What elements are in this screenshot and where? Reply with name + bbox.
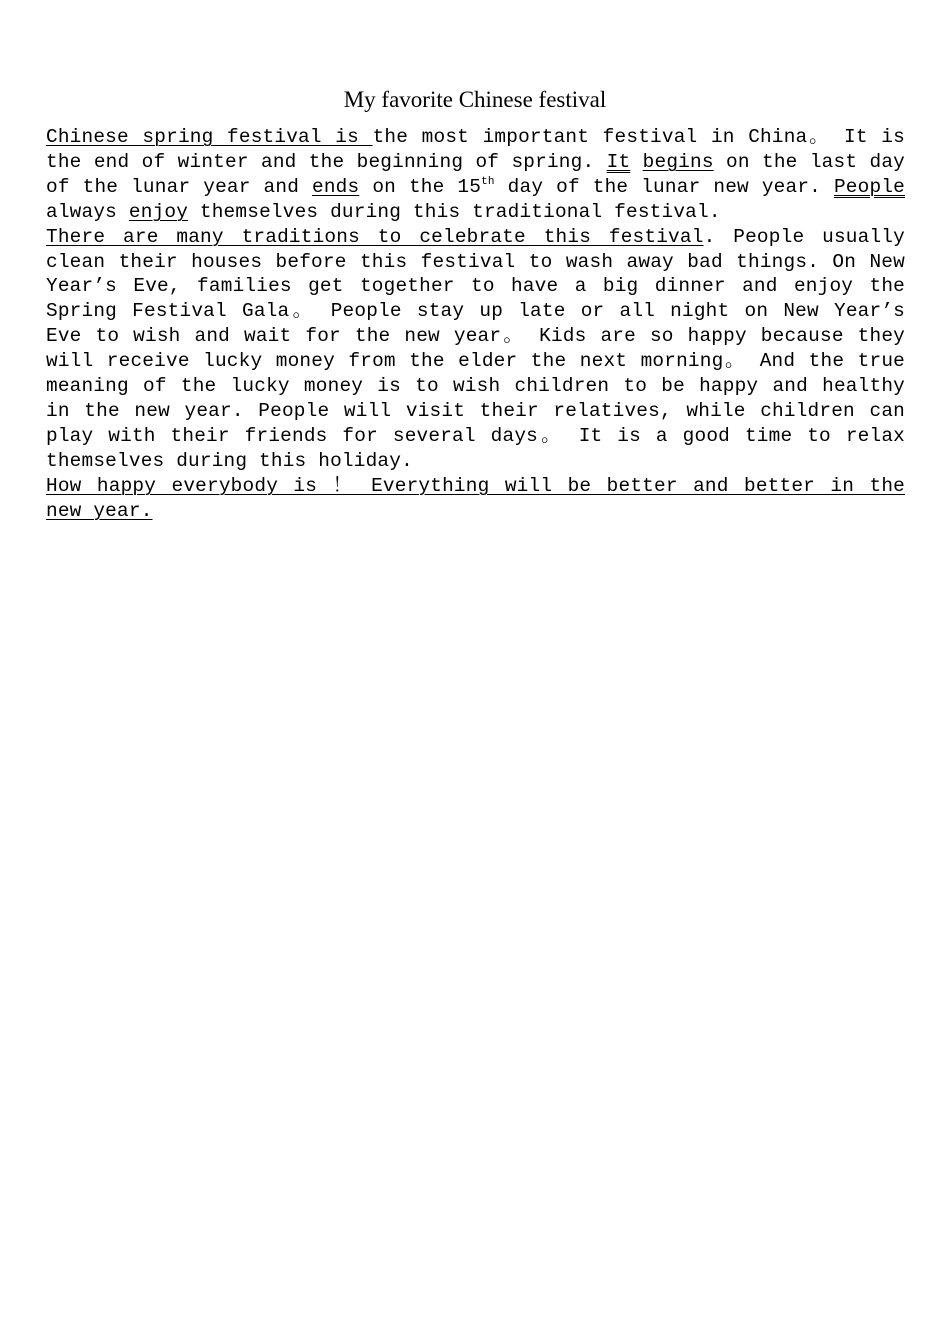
intro-text: the most important festival in China。 It is the end of winter and the beginning of spring. [46,126,905,173]
traditions-text: . People usually clean their houses before this festival to wash away bad things. On New Year’s Eve, families get together to have a big dinner and enjoy the Spring Festival Gala。 People stay up late or all night on New Year’s Eve to wish and wait for the new year。 Kids are so happy because they will receive lucky money from the elder the next morning。 And the true meaning of the lucky money is to wish children to be happy and healthy in the new year. People will visit their relatives, while children can play with their friends for several days。 It is a good time to relax themselves during this holiday. [46,225,905,472]
it-word: It [606,150,631,173]
paragraph-traditions [46,225,905,474]
intro-text-4: day of the lunar new year. [494,175,834,198]
intro-text-3: on the 15 [359,175,482,198]
traditions-topic-sentence: There are many traditions to celebrate this festival [46,225,704,248]
ordinal-superscript: th [481,175,495,188]
essay-body [46,125,905,524]
conclusion-sentence: How happy everybody is ！ Everything will be better and better in the new year. [46,474,905,522]
begins-word: begins [642,150,714,173]
paragraph-conclusion [46,474,905,524]
intro-text-2: on the last day of the lunar year and [46,150,905,198]
intro-text-6: themselves during this traditional festival. [188,200,721,223]
intro-text-5: always [46,200,129,223]
enjoy-word: enjoy [128,200,189,223]
topic-sentence: Chinese spring festival is [46,126,373,148]
ends-word: ends [312,175,360,198]
people-word: People [833,175,905,198]
document-title: My favorite Chinese festival [343,87,607,112]
paragraph-intro [46,125,905,225]
intro-space [630,151,642,173]
